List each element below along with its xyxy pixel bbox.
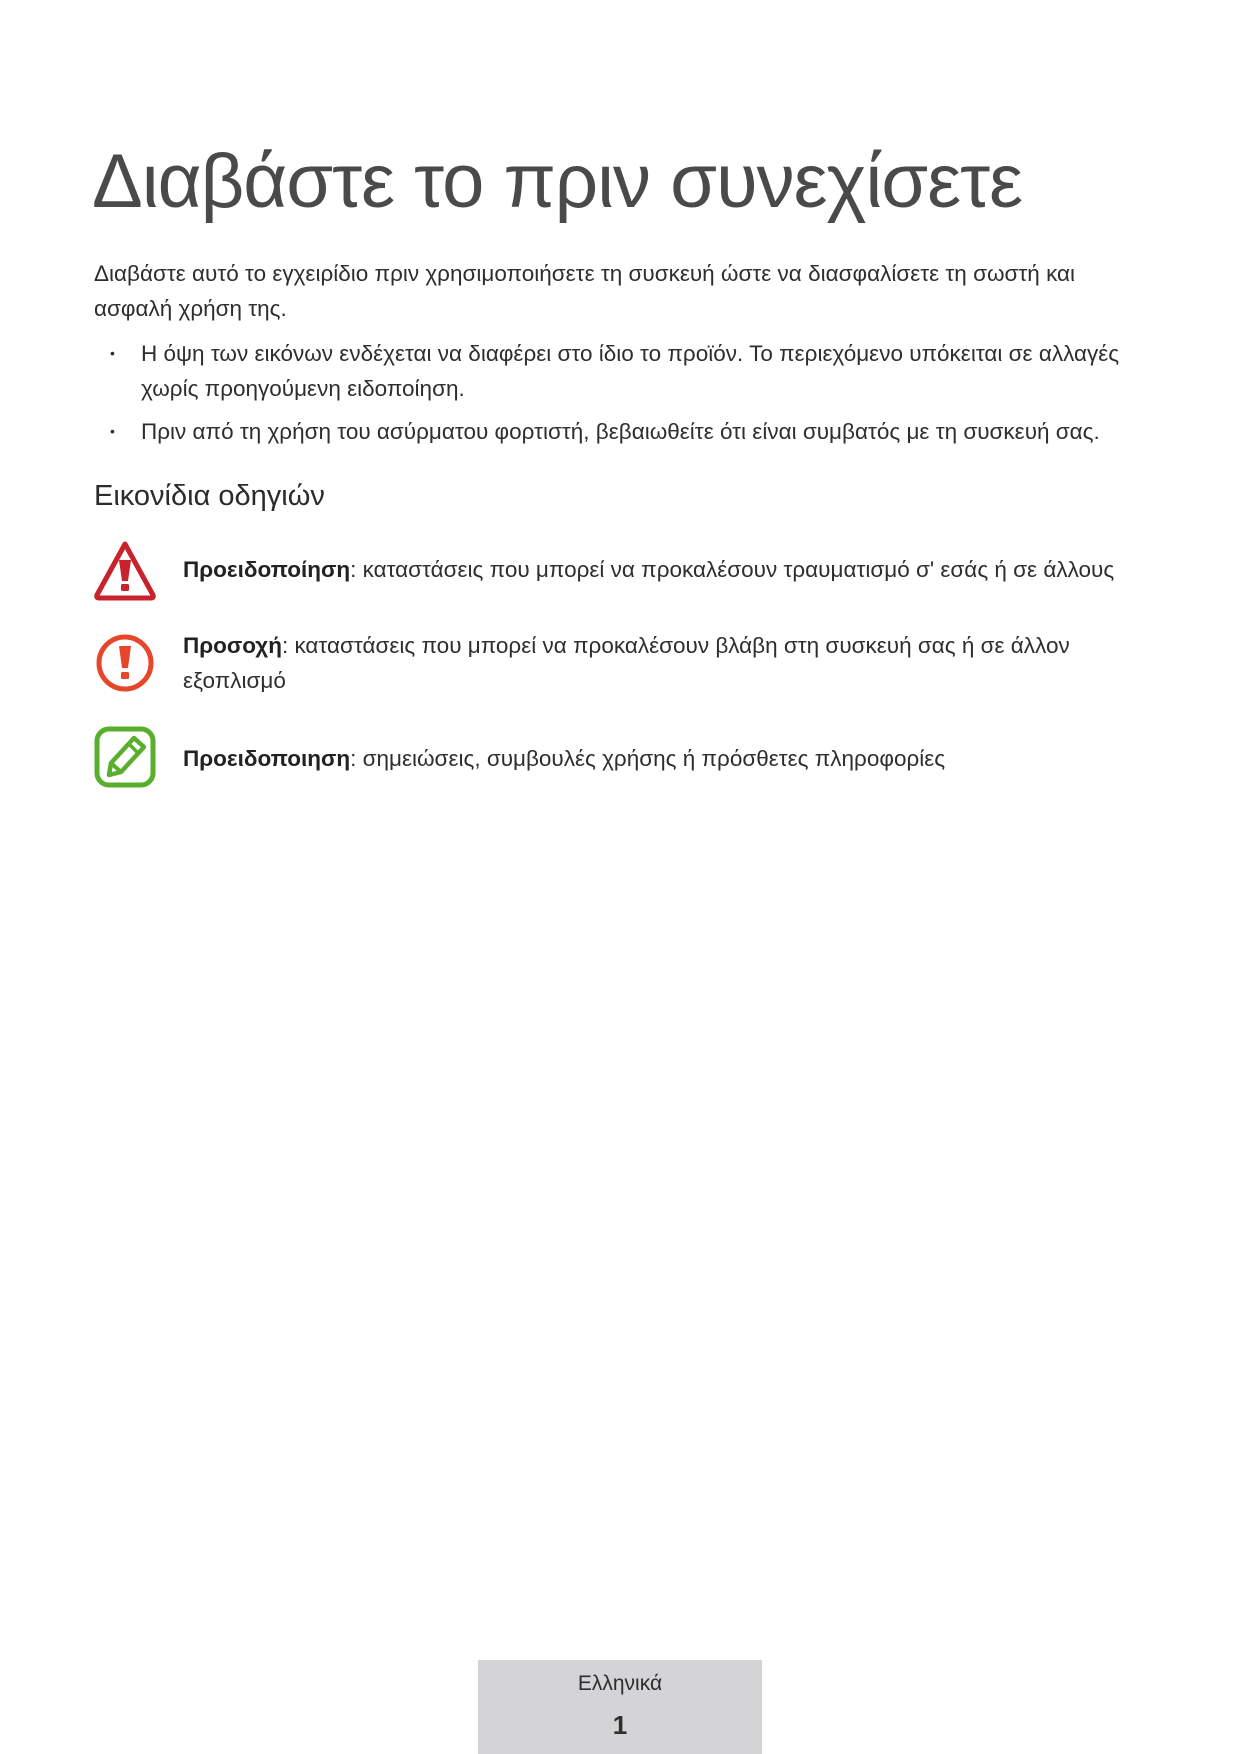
bullet-list (94, 336, 1144, 457)
notice-description: : καταστάσεις που μπορεί να προκαλέσουν τραυματισμό σ' εσάς ή σε άλλους (350, 557, 1115, 582)
notice-text (183, 628, 1143, 698)
page-title: Διαβάστε το πριν συνεχίσετε (92, 139, 1022, 224)
bullet-dot: • (110, 423, 115, 439)
caution-circle-icon (94, 632, 156, 694)
page-footer (478, 1660, 762, 1754)
notice-description: : σημειώσεις, συμβουλές χρήσης ή πρόσθετες πληροφορίες (350, 746, 946, 771)
list-item (94, 414, 1144, 449)
notice-label: Προσοχή (183, 633, 282, 658)
icons-heading: Εικονίδια οδηγιών (94, 480, 325, 512)
notice-description: : καταστάσεις που μπορεί να προκαλέσουν βλάβη στη συσκευή σας ή σε άλλον εξοπλισμό (183, 633, 1070, 693)
note-pen-icon (94, 726, 156, 788)
warning-triangle-icon (94, 540, 156, 602)
list-item (94, 336, 1144, 406)
bullet-text: Πριν από τη χρήση του ασύρματου φορτιστή, βεβαιωθείτε ότι είναι συμβατός με τη συσκευή σας. (141, 419, 1100, 444)
notice-label: Προειδοποιηση (183, 746, 351, 771)
notice-label: Προειδοποίηση (183, 557, 351, 582)
notice-text (183, 552, 1143, 587)
page-number: 1 (612, 1710, 628, 1740)
notice-text (183, 741, 1143, 776)
bullet-text: Η όψη των εικόνων ενδέχεται να διαφέρει στο ίδιο το προϊόν. Το περιεχόμενο υπόκειται σε αλλαγές χωρίς προηγούμενη ειδοποίηση. (141, 341, 1120, 401)
intro-paragraph: Διαβάστε αυτό το εγχειρίδιο πριν χρησιμοποιήσετε τη συσκευή ώστε να διασφαλίσετε τη σωστή και ασφαλή χρήση της. (94, 261, 1076, 321)
footer-language: Ελληνικά (577, 1672, 663, 1695)
bullet-dot: • (110, 345, 115, 361)
